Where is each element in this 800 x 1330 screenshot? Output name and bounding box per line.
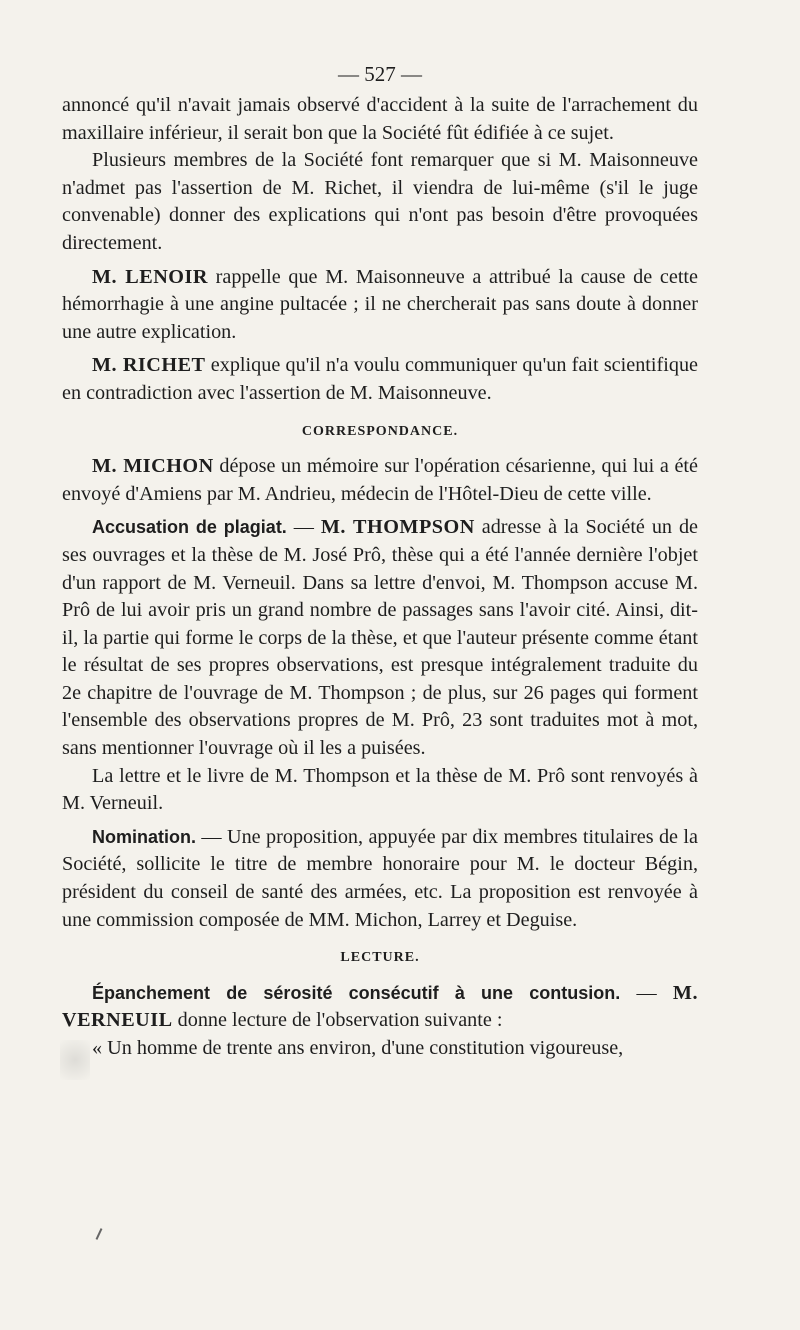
speaker-name: M. THOMPSON (320, 516, 475, 539)
paragraph-8 (62, 824, 698, 934)
section-heading-lecture: LECTURE. (340, 950, 420, 966)
paragraph-3-text: rappelle que M. Maisonneuve a attribué la cause de cette hémorrhagie à une angine pultacée ; il ne chercherait pas sans doute à donner une autre explication. (62, 265, 698, 343)
run-in-title: Nomination. (92, 826, 196, 847)
dash: — (286, 516, 321, 539)
page-number: — 527 — (338, 62, 422, 86)
pencil-mark (96, 1228, 103, 1240)
run-in-title: Accusation de plagiat. (92, 517, 287, 538)
paragraph-6 (62, 514, 698, 762)
paragraph-1: annoncé qu'il n'avait jamais observé d'accident à la suite de l'arrachement du maxillaire inférieur, il serait bon que la Société fût édifiée à ce sujet. (62, 94, 698, 144)
paragraph-10: « Un homme de trente ans environ, d'une constitution vigoureuse, (92, 1037, 624, 1059)
section-heading-correspondance: CORRESPONDANCE. (301, 423, 459, 439)
speaker-name: M. MICHON (92, 455, 214, 478)
paragraph-7: La lettre et le livre de M. Thompson et la thèse de M. Prô sont renvoyés à M. Verneuil. (62, 764, 698, 815)
paper-smudge (60, 1040, 90, 1080)
paragraph-8-text: — Une proposition, appuyée par dix membres titulaires de la Société, sollicite le titre de membre honoraire pour M. le docteur Bégin, président du conseil de santé des armées, etc. La proposition est renvoyée à une commission composée de MM. Michon, Larrey et Deguise. (62, 825, 698, 931)
paragraph-9 (62, 980, 698, 1035)
speaker-name: M. LENOIR (92, 265, 208, 288)
paragraph-9-text: donne lecture de l'observation suivante : (172, 1009, 503, 1032)
paragraph-5-text: dépose un mémoire sur l'opération césarienne, qui lui a été envoyé d'Amiens par M. Andrieu, médecin de l'Hôtel-Dieu de cette ville. (62, 455, 698, 505)
paragraph-4-text: explique qu'il n'a voulu communiquer qu'un fait scientifique en contradiction avec l'assertion de M. Maisonneuve. (62, 354, 699, 404)
paragraph-4 (62, 352, 698, 407)
speaker-name: M. VERNEUIL (62, 981, 698, 1032)
paragraph-3 (62, 264, 698, 347)
speaker-name: M. RICHET (92, 354, 206, 377)
dash: — (620, 981, 673, 1004)
body-text (62, 92, 698, 1063)
run-in-title: Épanchement de sérosité consécutif à une contusion. (92, 982, 621, 1003)
paragraph-5 (62, 453, 698, 508)
paragraph-6-text: adresse à la Société un de ses ouvrages et la thèse de M. José Prô, thèse qui a été l'année dernière l'objet d'un rapport de M. Verneuil. Dans sa lettre d'envoi, M. Thompson accuse M. Prô de lui avoir pris un grand nombre de passages sans l'avoir cité. Ainsi, dit-il, la partie qui forme le corps de la thèse, et que l'auteur présente comme étant le résultat de ses propres observations, est presque intégralement traduite du 2e chapitre de l'ouvrage de M. Thompson ; de plus, sur 26 pages qui forment l'ensemble des observations propres de M. Prô, 23 sont traduites mot à mot, sans mentionner l'ouvrage où il les a puisées. (62, 516, 699, 760)
paragraph-2: Plusieurs membres de la Société font remarquer que si M. Maisonneuve n'admet pas l'assertion de M. Richet, il viendra de lui-même (s'il le juge convenable) donner des explications qui n'ont pas besoin d'être provoquées directement. (62, 149, 698, 254)
